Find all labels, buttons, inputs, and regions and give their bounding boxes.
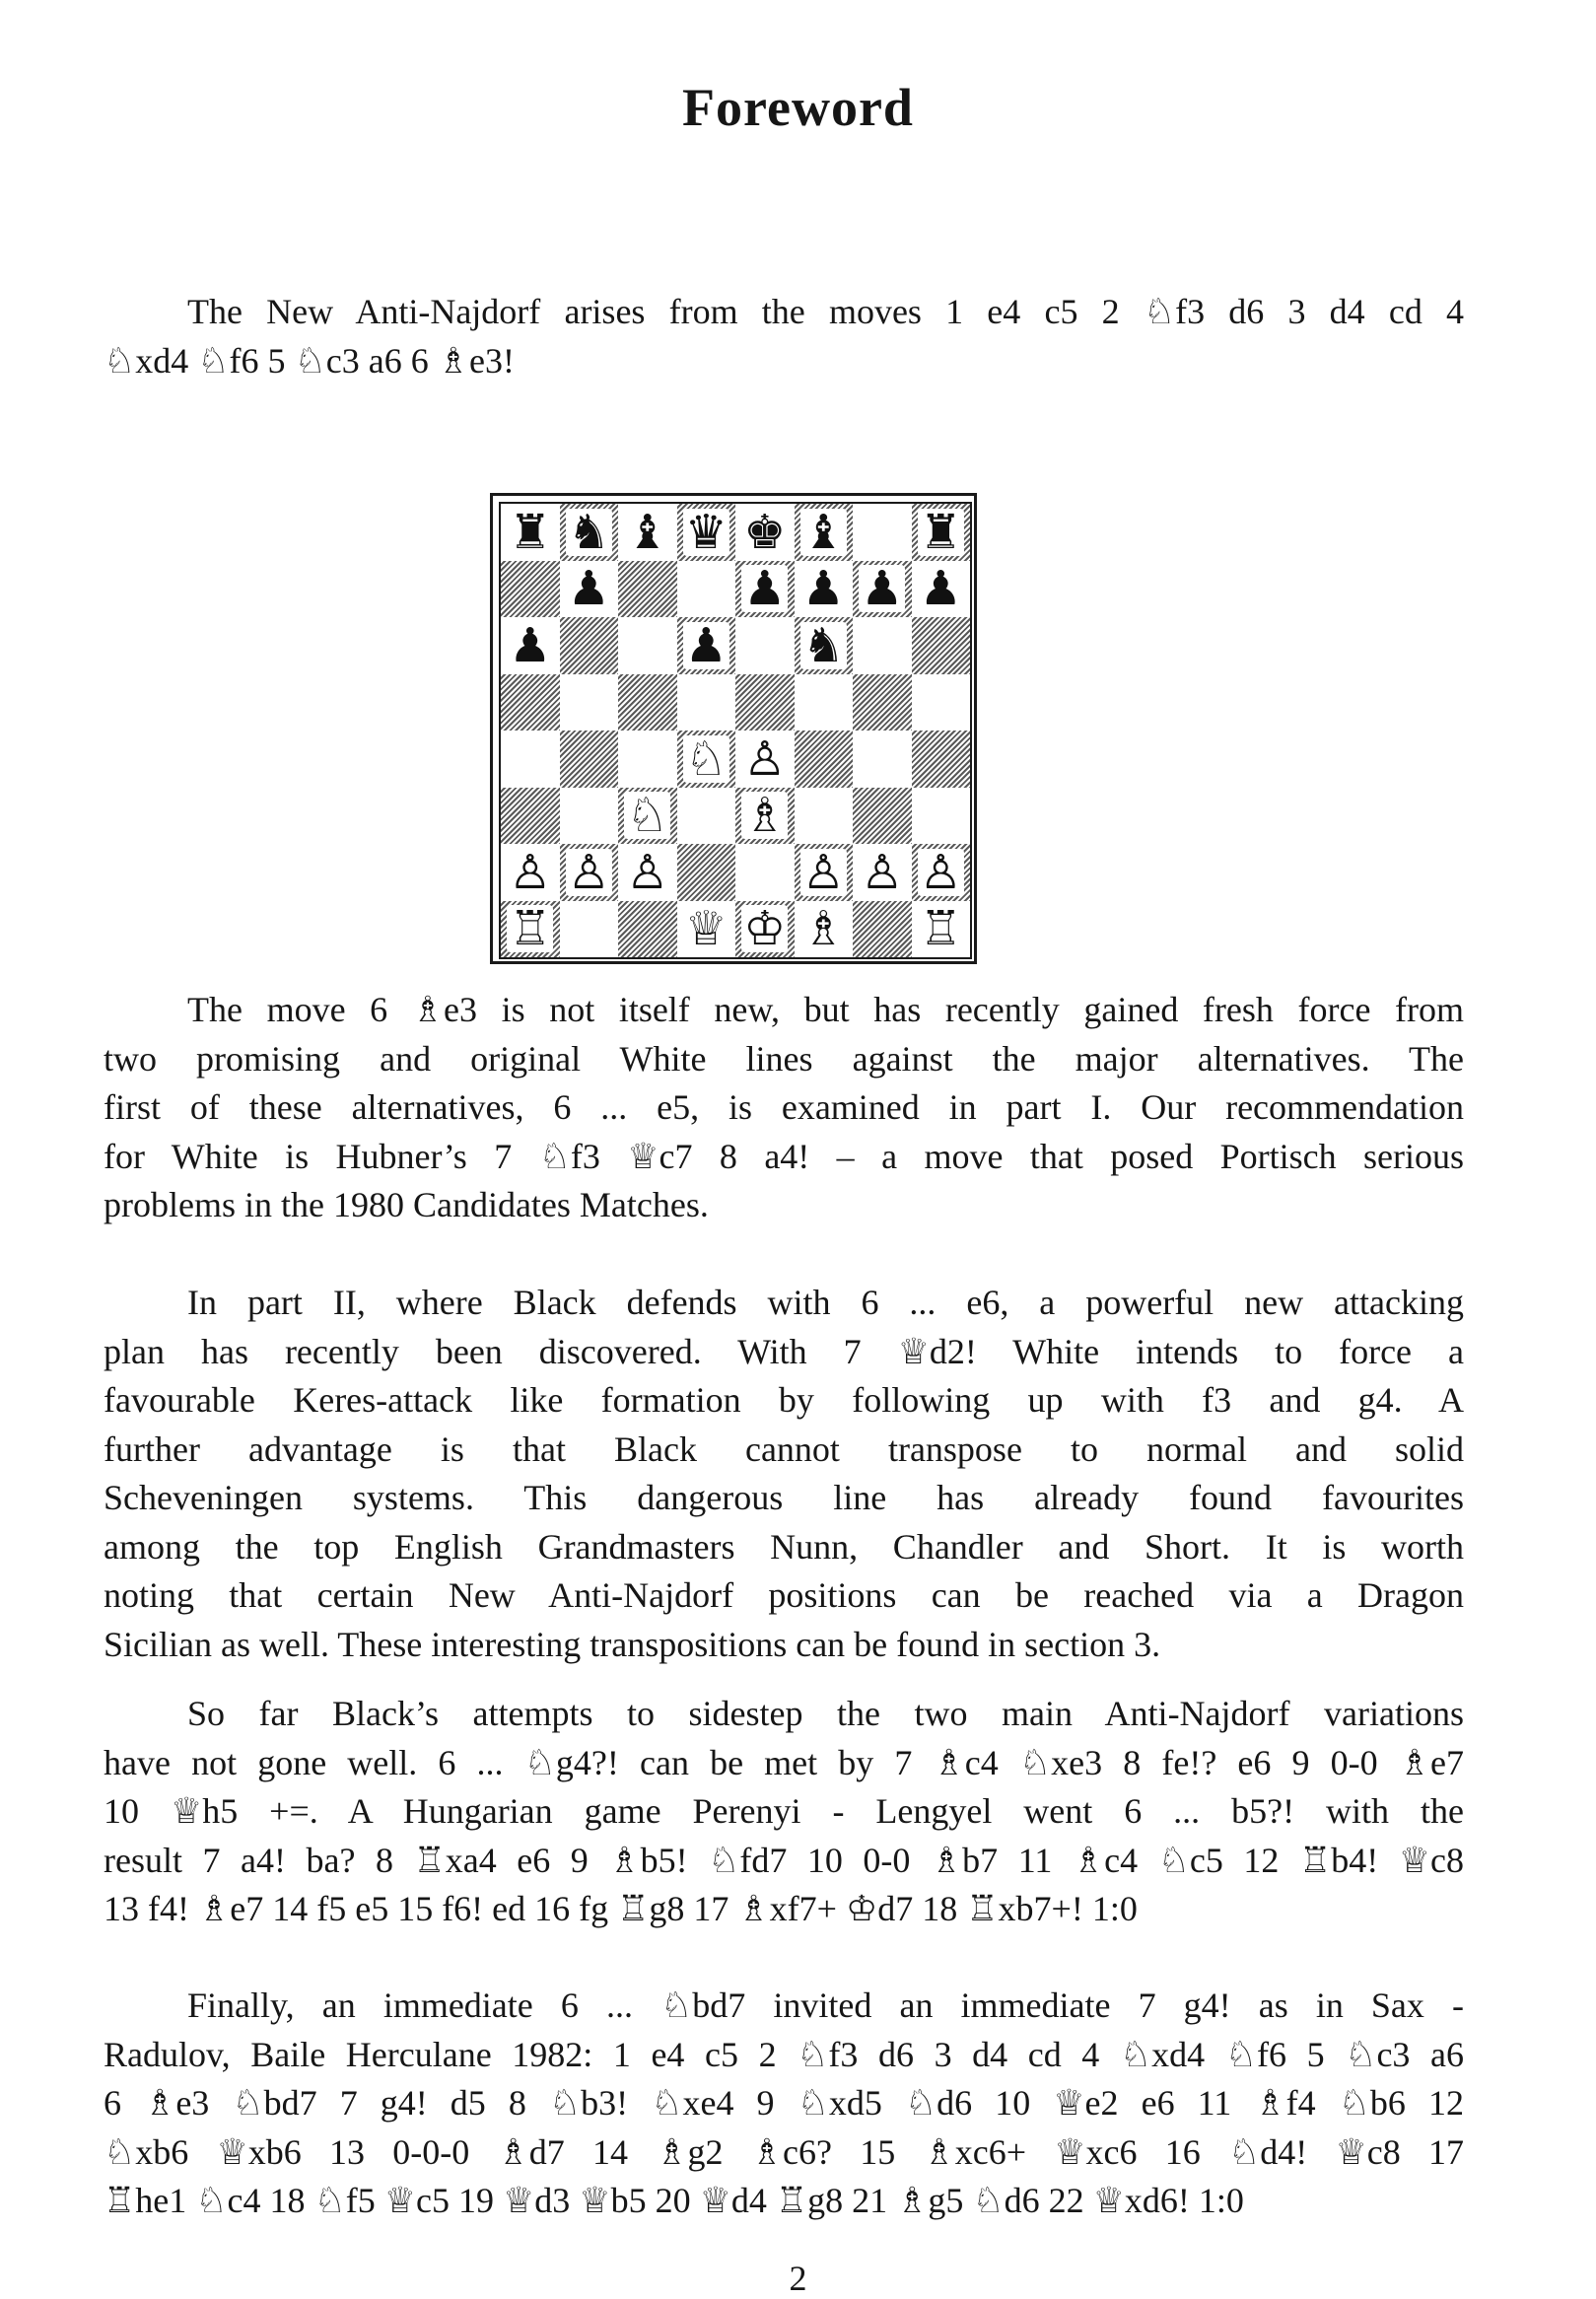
- board-square: [735, 901, 795, 958]
- chess-piece-icon: ♟: [567, 561, 610, 617]
- chess-piece-icon: ♕: [684, 901, 728, 957]
- chess-piece-icon: ♞: [801, 617, 845, 673]
- text-line: two promising and original White lines against the major alternatives. The: [104, 1038, 1464, 1079]
- text-line: have not gone well. 6 ... ♘g4?! can be met by 7 ♗c4 ♘xe3 8 fe!? e6 9 0-0 ♗e7: [104, 1742, 1464, 1782]
- text-line: In part II, where Black defends with 6 ... e6, a powerful new attacking: [187, 1283, 1464, 1322]
- text-line: So far Black’s attempts to sidestep the two main Anti-Najdorf variations: [187, 1694, 1464, 1733]
- board-square: [560, 617, 619, 674]
- board-square: [560, 674, 619, 732]
- board-square: [677, 901, 736, 958]
- board-square: [501, 674, 560, 732]
- board-square: [501, 504, 560, 561]
- board-square: [795, 561, 854, 618]
- chess-piece-icon: ♘: [684, 731, 728, 787]
- text-line: Radulov, Baile Herculane 1982: 1 e4 c5 2 ♘f3 d6 3 d4 cd 4 ♘xd4 ♘f6 5 ♘c3 a6: [104, 2034, 1464, 2074]
- board-square: [735, 731, 795, 788]
- text-line: result 7 a4! ba? 8 ♖xa4 e6 9 ♗b5! ♘fd7 10 0-0 ♗b7 11 ♗c4 ♘c5 12 ♖b4! ♕c8: [104, 1840, 1464, 1880]
- chess-piece-icon: ♙: [801, 844, 845, 900]
- board-square: [618, 504, 677, 561]
- text-line: further advantage is that Black cannot transpose to normal and solid: [104, 1428, 1464, 1469]
- chess-piece-icon: ♔: [743, 901, 787, 957]
- board-square: [501, 617, 560, 674]
- text-line: plan has recently been discovered. With 7 ♕d2! White intends to force a: [104, 1331, 1464, 1371]
- board-square: [795, 901, 854, 958]
- board-square: [735, 674, 795, 732]
- board-square: [677, 788, 736, 845]
- chess-piece-icon: ♜: [919, 504, 962, 560]
- chess-piece-icon: ♙: [919, 844, 962, 900]
- text-line: for White is Hubner’s 7 ♘f3 ♕c7 8 a4! – a move that posed Portisch serious: [104, 1136, 1464, 1176]
- paragraph-part-two: [104, 1279, 1464, 1669]
- page-number: 2: [789, 2259, 807, 2298]
- board-square: [560, 504, 619, 561]
- board-square: [618, 901, 677, 958]
- board-square: [912, 617, 971, 674]
- text-line: 13 f4! ♗e7 14 f5 e5 15 f6! ed 16 fg ♖g8 17 ♗xf7+ ♔d7 18 ♖xb7+! 1:0: [104, 1889, 1138, 1928]
- board-square: [853, 901, 912, 958]
- board-square: [912, 844, 971, 901]
- chess-piece-icon: ♝: [626, 504, 669, 560]
- board-square: [853, 504, 912, 561]
- chess-piece-icon: ♚: [743, 504, 787, 560]
- board-square: [501, 788, 560, 845]
- board-square: [735, 788, 795, 845]
- text-line: problems in the 1980 Candidates Matches.: [104, 1185, 709, 1224]
- board-square: [560, 901, 619, 958]
- text-line: first of these alternatives, 6 ... e5, is examined in part I. Our recommendation: [104, 1087, 1464, 1127]
- board-square: [501, 901, 560, 958]
- chess-piece-icon: ♘: [626, 788, 669, 844]
- paragraph-sidestep-attempts: [104, 1690, 1464, 1934]
- board-square: [501, 731, 560, 788]
- text-line: 10 ♕h5 +=. A Hungarian game Perenyi - Lengyel went 6 ... b5?! with the: [104, 1791, 1464, 1831]
- chess-board: [499, 502, 972, 959]
- chess-piece-icon: ♟: [684, 617, 728, 673]
- board-square: [618, 731, 677, 788]
- board-square: [853, 731, 912, 788]
- board-square: [853, 788, 912, 845]
- board-square: [735, 561, 795, 618]
- chess-piece-icon: ♗: [801, 901, 845, 957]
- chess-piece-icon: ♖: [509, 901, 552, 957]
- text-line: among the top English Grandmasters Nunn, Chandler and Short. It is worth: [104, 1526, 1464, 1567]
- board-square: [912, 731, 971, 788]
- chess-piece-icon: ♟: [801, 561, 845, 617]
- chess-piece-icon: ♗: [743, 788, 787, 844]
- paragraph-intro: [104, 288, 1464, 385]
- chess-piece-icon: ♙: [509, 844, 552, 900]
- board-square: [677, 504, 736, 561]
- board-square: [560, 561, 619, 618]
- chess-piece-icon: ♟: [861, 561, 904, 617]
- chess-piece-icon: ♞: [567, 504, 610, 560]
- board-square: [618, 617, 677, 674]
- text-line: The move 6 ♗e3 is not itself new, but has recently gained fresh force from: [187, 990, 1464, 1029]
- board-square: [912, 561, 971, 618]
- board-square: [560, 731, 619, 788]
- board-square: [912, 504, 971, 561]
- text-line: ♘xd4 ♘f6 5 ♘c3 a6 6 ♗e3!: [104, 340, 516, 381]
- page-title: Foreword: [682, 78, 914, 137]
- board-square: [677, 617, 736, 674]
- board-square: [795, 788, 854, 845]
- text-line: Sicilian as well. These interesting transpositions can be found in section 3.: [104, 1624, 1161, 1664]
- chess-piece-icon: ♟: [919, 561, 962, 617]
- board-square: [677, 731, 736, 788]
- board-square: [560, 844, 619, 901]
- board-square: [795, 731, 854, 788]
- chess-piece-icon: ♟: [743, 561, 787, 617]
- board-square: [795, 844, 854, 901]
- board-square: [795, 504, 854, 561]
- chess-piece-icon: ♙: [567, 844, 610, 900]
- board-square: [912, 901, 971, 958]
- chess-piece-icon: ♛: [684, 504, 728, 560]
- board-square: [853, 617, 912, 674]
- chess-piece-icon: ♟: [509, 617, 552, 673]
- text-line: noting that certain New Anti-Najdorf positions can be reached via a Dragon: [104, 1575, 1464, 1615]
- chess-piece-icon: ♙: [861, 844, 904, 900]
- board-square: [795, 617, 854, 674]
- board-square: [501, 844, 560, 901]
- board-square: [735, 504, 795, 561]
- board-square: [618, 788, 677, 845]
- board-square: [501, 561, 560, 618]
- chess-piece-icon: ♜: [509, 504, 552, 560]
- text-line: 6 ♗e3 ♘bd7 7 g4! d5 8 ♘b3! ♘xe4 9 ♘xd5 ♘d6 10 ♕e2 e6 11 ♗f4 ♘b6 12: [104, 2083, 1464, 2123]
- board-square: [853, 674, 912, 732]
- chess-piece-icon: ♙: [743, 731, 787, 787]
- board-square: [618, 844, 677, 901]
- board-square: [795, 674, 854, 732]
- chess-piece-icon: ♖: [919, 901, 962, 957]
- board-square: [560, 788, 619, 845]
- chess-piece-icon: ♝: [801, 504, 845, 560]
- text-line: Finally, an immediate 6 ... ♘bd7 invited an immediate 7 g4! as in Sax -: [187, 1986, 1464, 2025]
- paragraph-finally: [104, 1982, 1464, 2226]
- board-square: [618, 561, 677, 618]
- board-square: [677, 674, 736, 732]
- chess-piece-icon: ♙: [626, 844, 669, 900]
- text-line: Scheveningen systems. This dangerous line has already found favourites: [104, 1478, 1464, 1517]
- board-square: [677, 561, 736, 618]
- board-square: [912, 788, 971, 845]
- text-line: favourable Keres-attack like formation by following up with f3 and g4. A: [104, 1380, 1464, 1420]
- chess-diagram: [490, 493, 977, 964]
- text-line: ♘xb6 ♕xb6 13 0-0-0 ♗d7 14 ♗g2 ♗c6? 15 ♗xc6+ ♕xc6 16 ♘d4! ♕c8 17: [104, 2131, 1464, 2172]
- board-square: [677, 844, 736, 901]
- board-square: [853, 844, 912, 901]
- board-square: [618, 674, 677, 732]
- board-square: [912, 674, 971, 732]
- paragraph-move-6-be3: [104, 986, 1464, 1230]
- text-line: ♖he1 ♘c4 18 ♘f5 ♕c5 19 ♕d3 ♕b5 20 ♕d4 ♖g8 21 ♗g5 ♘d6 22 ♕xd6! 1:0: [104, 2181, 1244, 2220]
- text-line: The New Anti-Najdorf arises from the moves 1 e4 c5 2 ♘f3 d6 3 d4 cd 4: [187, 292, 1464, 331]
- board-square: [735, 617, 795, 674]
- board-square: [735, 844, 795, 901]
- board-square: [853, 561, 912, 618]
